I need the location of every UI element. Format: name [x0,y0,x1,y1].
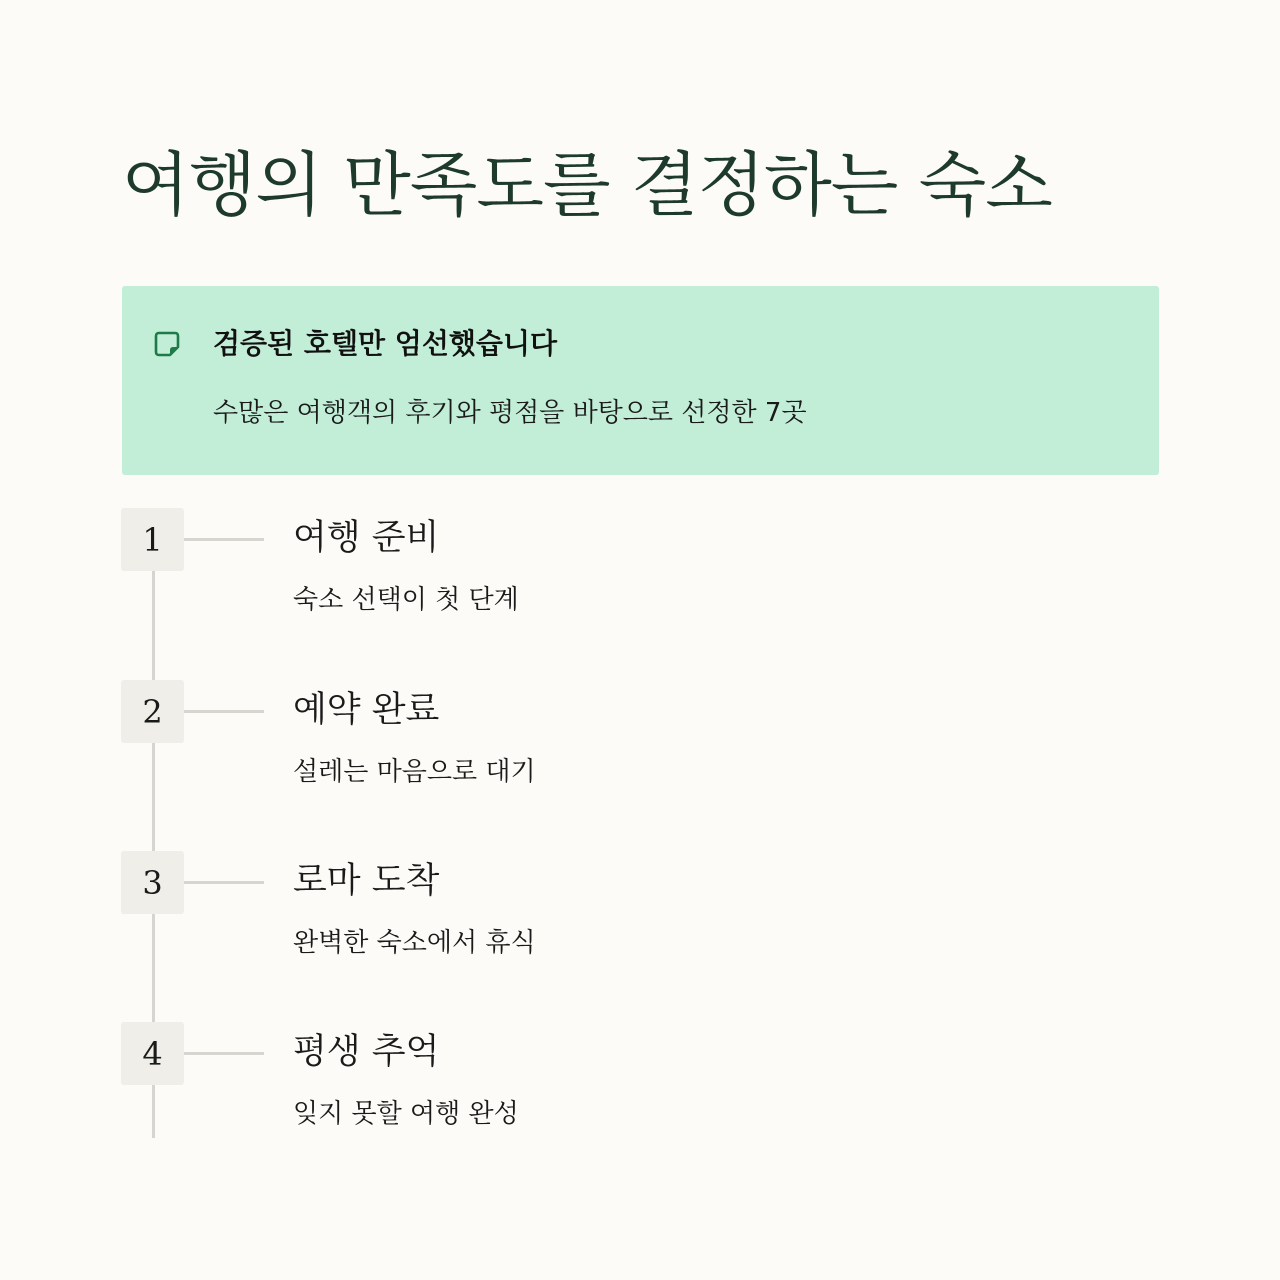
step-connector [184,538,264,541]
step-number-badge: 4 [121,1022,184,1085]
timeline-step [0,1022,1280,1152]
step-description: 설레는 마음으로 대기 [293,757,536,787]
timeline-step [0,508,1280,638]
step-description: 잊지 못할 여행 완성 [293,1099,519,1129]
step-connector [184,1052,264,1055]
page-title: 여행의 만족도를 결정하는 숙소 [122,144,1052,226]
step-connector [184,710,264,713]
timeline-step [0,851,1280,981]
step-number-badge: 3 [121,851,184,914]
callout-body: 수많은 여행객의 후기와 평점을 바탕으로 선정한 7곳 [213,398,807,428]
sticky-note-icon [154,331,180,357]
step-description: 완벽한 숙소에서 휴식 [293,928,536,958]
callout-heading: 검증된 호텔만 엄선했습니다 [213,327,558,360]
step-title: 예약 완료 [293,690,440,730]
step-title: 평생 추억 [293,1032,440,1072]
step-title: 여행 준비 [293,518,440,558]
step-connector [184,881,264,884]
callout-box [122,286,1159,475]
timeline-step [0,680,1280,810]
step-title: 로마 도착 [293,861,440,901]
step-description: 숙소 선택이 첫 단계 [293,585,519,615]
step-number-badge: 2 [121,680,184,743]
step-number-badge: 1 [121,508,184,571]
